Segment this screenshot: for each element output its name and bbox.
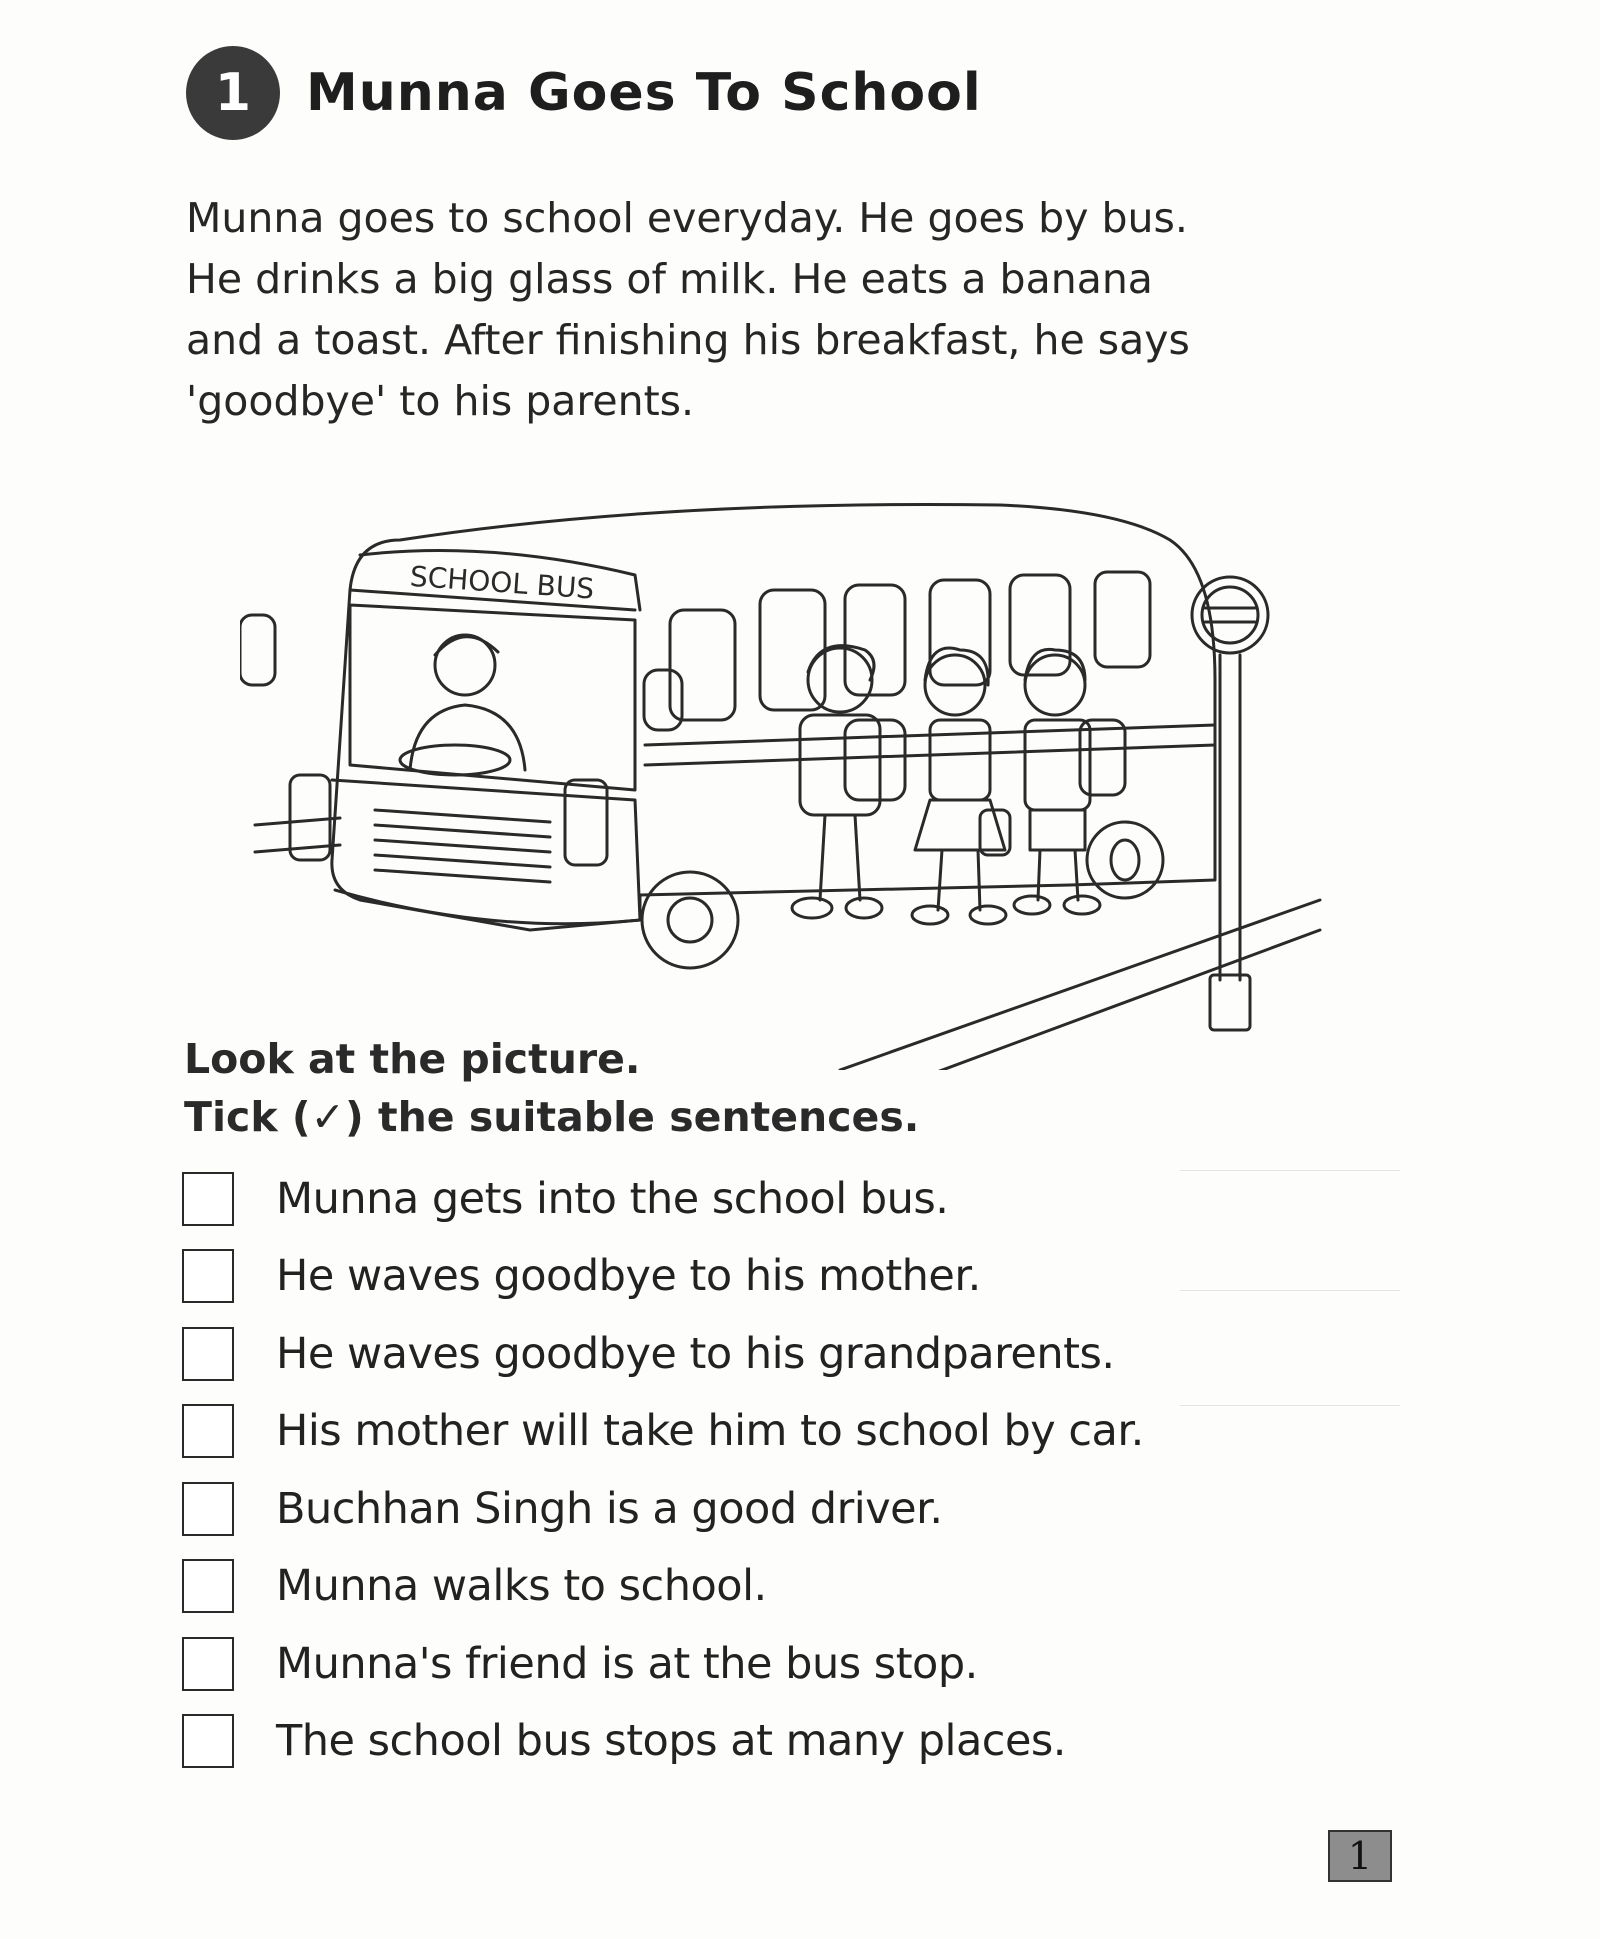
option-text: Munna gets into the school bus.: [276, 1173, 949, 1224]
tick-checkbox[interactable]: [182, 1714, 234, 1768]
bus-wheel: [642, 872, 738, 968]
faint-rule: [1180, 1290, 1400, 1291]
school-bus-illustration: [240, 480, 1340, 1070]
road-line: [910, 930, 1320, 1070]
bus-grille-line: [375, 810, 550, 822]
story-paragraph: [186, 188, 1286, 432]
option-text: The school bus stops at many places.: [276, 1716, 1066, 1767]
option-text: He waves goodbye to his grandparents.: [276, 1328, 1115, 1379]
bus-wheel: [1087, 822, 1163, 898]
bus-grille-line: [375, 825, 550, 837]
bus-window: [760, 590, 825, 710]
steering-wheel: [400, 745, 510, 775]
driver-body: [410, 705, 525, 770]
road-line: [255, 818, 340, 825]
option-row: [182, 1160, 1144, 1238]
option-text: Munna walks to school.: [276, 1561, 767, 1612]
instruction-line: Tick (✓) the suitable sentences.: [184, 1093, 920, 1141]
lesson-title: Munna Goes To School: [306, 63, 982, 123]
bus-window: [670, 610, 735, 720]
bus-windshield: [350, 605, 635, 790]
lesson-header: [186, 46, 982, 140]
tick-checkbox[interactable]: [182, 1327, 234, 1381]
option-row: [182, 1548, 1144, 1626]
story-line: He drinks a big glass of milk. He eats a banana: [186, 255, 1153, 303]
option-row: [182, 1315, 1144, 1393]
child-boy: [1014, 649, 1125, 914]
option-text: Buchhan Singh is a good driver.: [276, 1483, 943, 1534]
tick-checkbox[interactable]: [182, 1482, 234, 1536]
bus-sign-text: SCHOOL BUS: [408, 559, 596, 606]
options-list: [182, 1160, 1144, 1780]
bus-grille-line: [375, 855, 550, 867]
tick-checkbox[interactable]: [182, 1404, 234, 1458]
road-line: [255, 845, 340, 852]
bus-side-mirror: [644, 670, 682, 730]
story-line: Munna goes to school everyday. He goes by bus.: [186, 194, 1188, 242]
child-munna: [792, 646, 905, 918]
bus-front-edge: [332, 780, 640, 920]
bus-mirror: [240, 615, 275, 685]
bus-window: [845, 585, 905, 695]
tick-checkbox[interactable]: [182, 1637, 234, 1691]
bus-grille-line: [375, 840, 550, 852]
bus-headlight: [565, 780, 607, 865]
option-row: [182, 1470, 1144, 1548]
option-text: His mother will take him to school by car.: [276, 1406, 1144, 1457]
option-text: He waves goodbye to his mother.: [276, 1251, 981, 1302]
tick-checkbox[interactable]: [182, 1249, 234, 1303]
bus-grille-line: [375, 870, 550, 882]
option-text: Munna's friend is at the bus stop.: [276, 1638, 978, 1689]
option-row: [182, 1703, 1144, 1781]
tick-checkbox[interactable]: [182, 1559, 234, 1613]
bus-hubcap: [1111, 840, 1139, 880]
instruction-line: Look at the picture.: [184, 1035, 641, 1083]
bus-bumper: [335, 890, 640, 924]
faint-rule: [1180, 1170, 1400, 1171]
child-girl: [912, 648, 1010, 924]
faint-rule: [1180, 1405, 1400, 1406]
option-row: [182, 1238, 1144, 1316]
driver-hair: [435, 637, 498, 655]
instructions: [184, 1030, 919, 1146]
option-row: [182, 1625, 1144, 1703]
bus-window: [1095, 572, 1150, 667]
option-row: [182, 1393, 1144, 1471]
bus-hubcap: [668, 898, 712, 942]
page-number: 1: [1328, 1830, 1392, 1882]
story-line: and a toast. After finishing his breakfast, he says: [186, 316, 1190, 364]
tick-checkbox[interactable]: [182, 1172, 234, 1226]
lesson-number-badge: 1: [186, 46, 280, 140]
story-line: 'goodbye' to his parents.: [186, 377, 695, 425]
